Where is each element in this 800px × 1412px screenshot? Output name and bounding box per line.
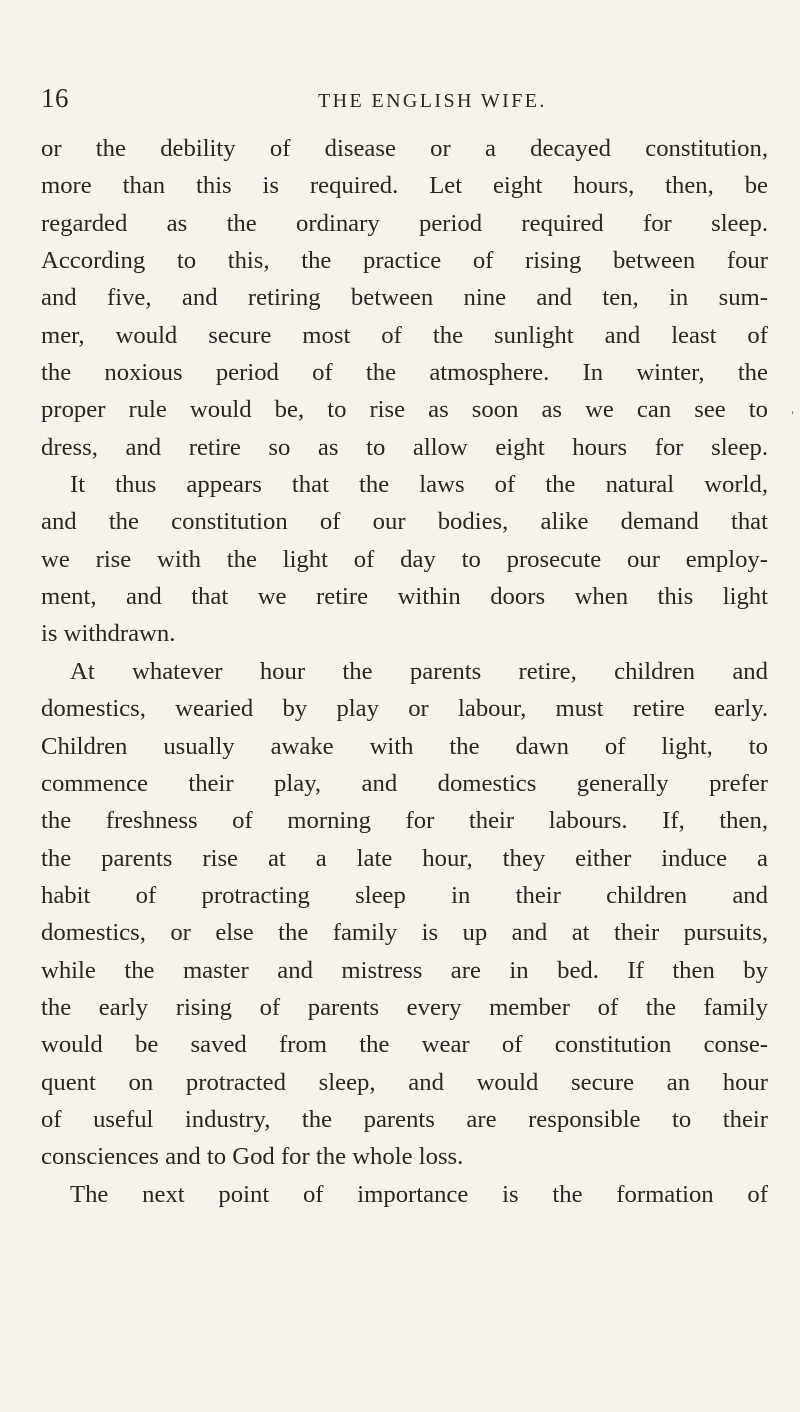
page-header [0,78,800,118]
text-line: and five, and retiring between nine and ten, in sum- [41,284,768,312]
page-number: 16 [41,83,69,113]
text-line: of useful industry, the parents are responsible to their [41,1105,768,1133]
text-line: The next point of importance is the formation of [70,1180,768,1208]
text-line: mer, would secure most of the sunlight and least of [41,321,768,349]
text-line: the noxious period of the atmosphere. In winter, the [41,359,768,387]
text-line: the freshness of morning for their labours. If, then, [41,807,768,835]
text-line: ment, and that we retire within doors when this light [41,583,768,611]
text-line: the parents rise at a late hour, they either induce a [41,844,768,872]
text-line: habit of protracting sleep in their children and [41,881,768,909]
text-line: would be saved from the wear of constitution conse- [41,1031,768,1059]
text-line: domestics, wearied by play or labour, must retire early. [41,695,768,723]
text-line: is withdrawn. [41,620,176,648]
text-line: regarded as the ordinary period required for sleep. [41,209,768,237]
text-line: and the constitution of our bodies, alike demand that [41,508,768,536]
text-line: It thus appears that the laws of the natural world, [70,471,768,499]
text-line: the early rising of parents every member of the family [41,993,768,1021]
text-line: At whatever hour the parents retire, children and [70,657,768,685]
text-line: while the master and mistress are in bed. If then by [41,956,768,984]
text-line: more than this is required. Let eight hours, then, be [41,172,768,200]
text-line: quent on protracted sleep, and would secure an hour [41,1068,768,1096]
text-line: Children usually awake with the dawn of light, to [41,732,768,760]
text-line: domestics, or else the family is up and at their pursuits, [41,919,768,947]
body-text [41,130,768,1213]
text-line: proper rule would be, to rise as soon as we can see to [41,396,768,424]
text-line: or the debility of disease or a decayed constitution, [41,135,768,162]
running-head: THE ENGLISH WIFE. [318,90,547,112]
print-mark: ′ [791,408,794,422]
text-line: we rise with the light of day to prosecute our employ- [41,545,768,573]
text-line: commence their play, and domestics generally prefer [41,769,768,797]
text-line: dress, and retire so as to allow eight hours for sleep. [41,433,768,461]
text-line: consciences and to God for the whole loss. [41,1143,464,1171]
text-line: According to this, the practice of rising between four [41,247,768,275]
